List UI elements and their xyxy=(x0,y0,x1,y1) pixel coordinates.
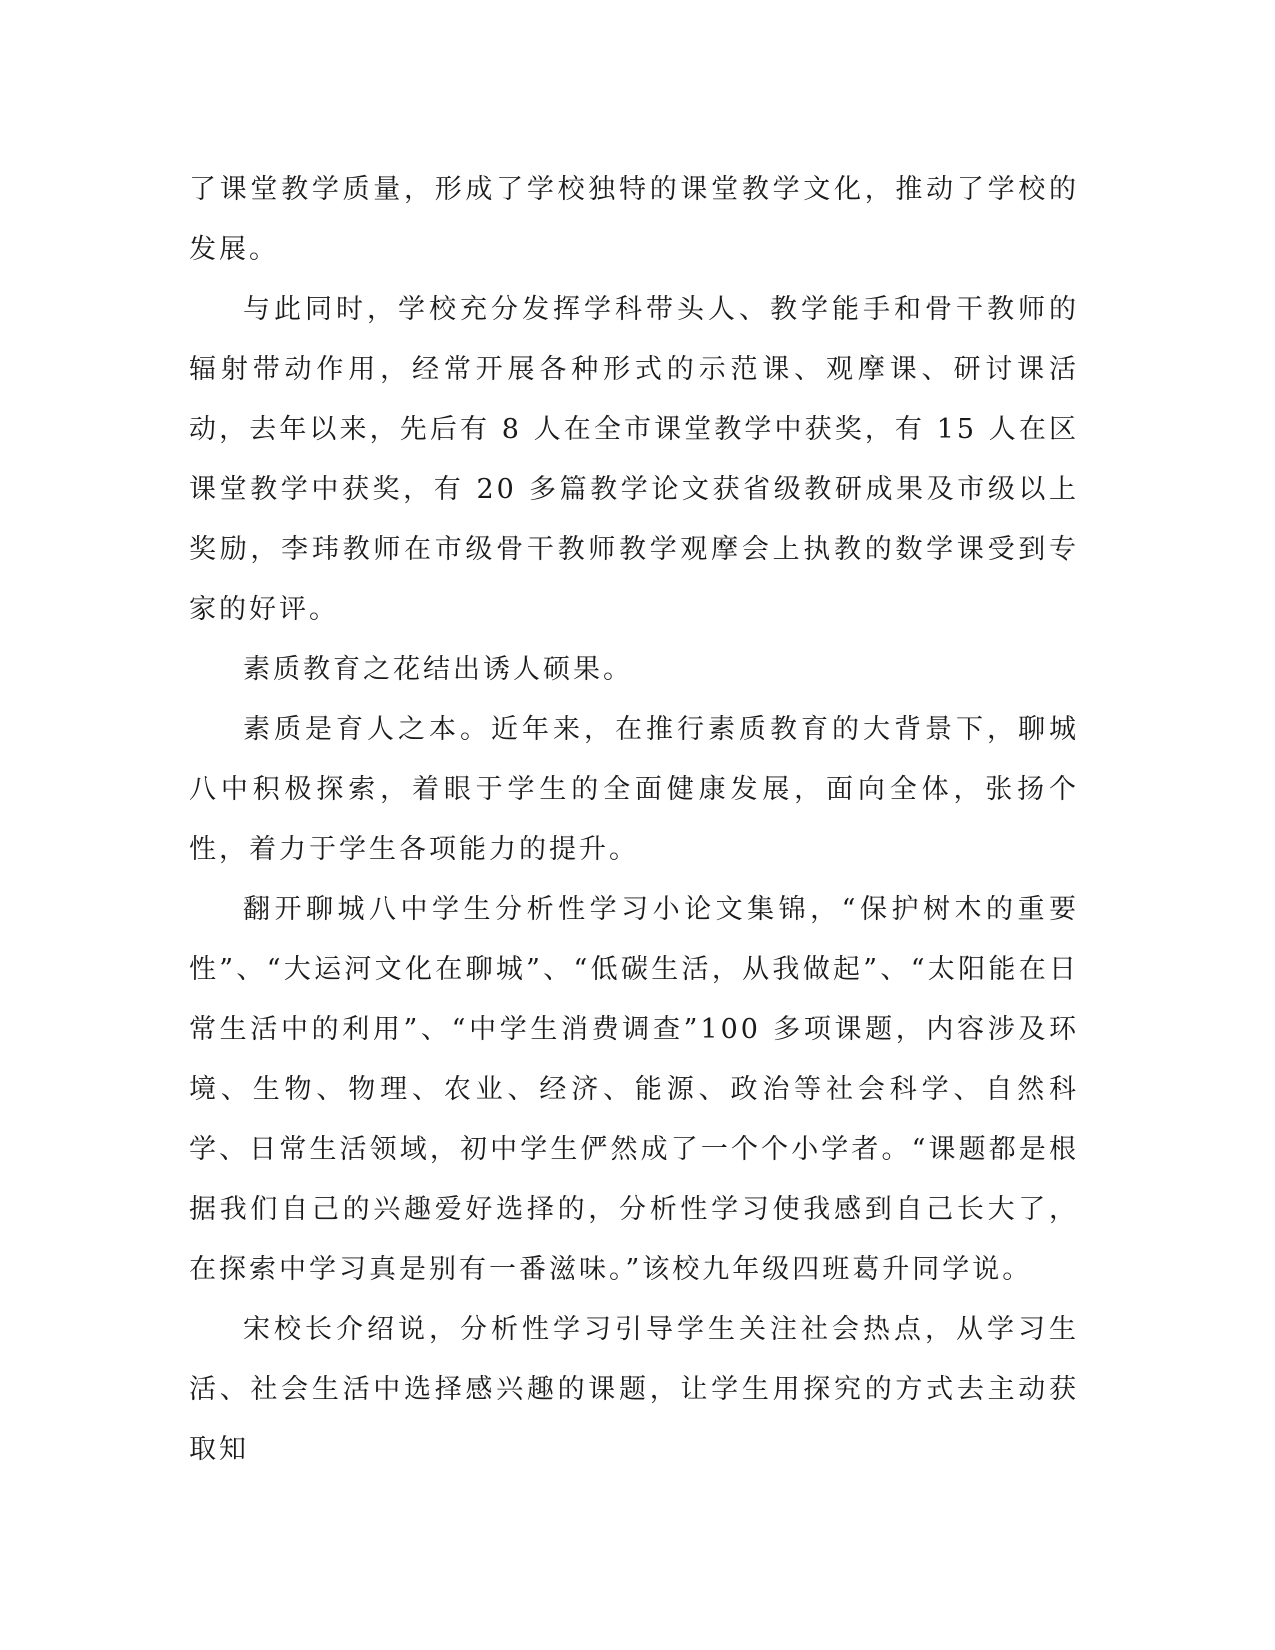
paragraph-principal-intro: 宋校长介绍说，分析性学习引导学生关注社会热点，从学习生活、社会生活中选择感兴趣的课题，让学生用探究的方式去主动获取知 xyxy=(189,1314,1079,1465)
document-body xyxy=(189,160,1079,1480)
paragraph-heading-quality-education: 素质教育之花结出诱人硕果。 xyxy=(243,654,633,685)
paragraph-teacher-awards: 与此同时，学校充分发挥学科带头人、教学能手和骨干教师的辐射带动作用，经常开展各种形式的示范课、观摩课、研讨课活动，去年以来，先后有 8 人在全市课堂教学中获奖，有 15 人在区课堂教学中获奖，有 20 多篇教学论文获省级教研成果及市级以上奖励，李玮教师在市级骨干教师教学观摩会上执教的数学课受到专家的好评。 xyxy=(189,294,1079,625)
paragraph-quality-education: 素质是育人之本。近年来，在推行素质教育的大背景下，聊城八中积极探索，着眼于学生的全面健康发展，面向全体，张扬个性，着力于学生各项能力的提升。 xyxy=(189,714,1079,865)
paragraph-research-topics: 翻开聊城八中学生分析性学习小论文集锦，“保护树木的重要性”、“大运河文化在聊城”、“低碳生活，从我做起”、“太阳能在日常生活中的利用”、“中学生消费调查”100 多项课题，内容涉及环境、生物、物理、农业、经济、能源、政治等社会科学、自然科学、日常生活领域，初中学生俨然成了一个个小学者。“课题都是根据我们自己的兴趣爱好选择的，分析性学习使我感到自己长大了，在探索中学习真是别有一番滋味。”该校九年级四班葛升同学说。 xyxy=(189,894,1079,1285)
paragraph-continuation: 了课堂教学质量，形成了学校独特的课堂教学文化，推动了学校的发展。 xyxy=(189,174,1079,265)
